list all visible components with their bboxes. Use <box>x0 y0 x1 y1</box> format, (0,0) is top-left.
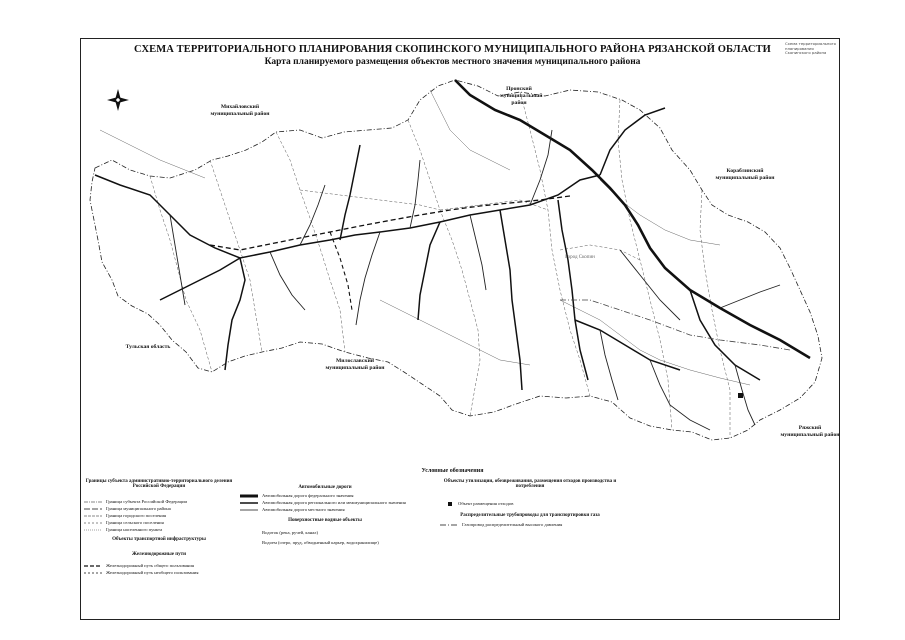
label-pronsk: Пронский муниципальный район <box>500 86 543 106</box>
legend-item: Железнодорожный путь общего пользования <box>106 563 194 568</box>
label-ryazhsk: Ряжский муниципальный район <box>780 425 840 438</box>
legend-item: Граница субъекта Российской Федерации <box>106 499 188 504</box>
waste-site-marker <box>738 393 743 398</box>
legend-util-heading: Объекты утилизации, обезвреживания, размещения отходов производства и потребления <box>443 479 617 490</box>
federal-highway <box>455 80 810 358</box>
settlement-boundaries <box>150 92 730 438</box>
legend-item: Автомобильная дорога федерального значения <box>262 493 354 498</box>
map-subtitle: Карта планируемого размещения объектов местного значения муниципального района <box>264 57 641 67</box>
legend-roads-heading: Автомобильные дороги <box>298 485 352 490</box>
rivers <box>100 90 750 385</box>
label-skopin: Город Скопин <box>565 255 595 260</box>
label-korablino: Кораблинский муниципальный район <box>715 168 775 181</box>
map-title: СХЕМА ТЕРРИТОРИАЛЬНОГО ПЛАНИРОВАНИЯ СКОПИНСКОГО МУНИЦИПАЛЬНОГО РАЙОНА РЯЗАНСКОЙ ОБЛАСТИ <box>134 44 771 55</box>
district-boundary <box>90 80 822 440</box>
legend-item: Граница населенного пункта <box>106 527 163 532</box>
stamp-line: планирования <box>785 45 814 51</box>
legend-title: Условные обозначения <box>421 468 484 474</box>
legend-item: Граница сельского поселения <box>106 520 164 525</box>
label-tula: Тульская область <box>125 344 171 350</box>
legend-pipe-heading: Распределительные трубопроводы для транспортировки газа <box>460 513 600 518</box>
stamp-line: Скопинского района <box>785 50 827 56</box>
local-roads <box>170 130 780 430</box>
legend-item: Водоток (река, ручей, канал) <box>262 530 318 535</box>
stamp-line: Схема территориального <box>785 41 836 46</box>
legend-water-heading: Поверхностные водные объекты <box>288 518 362 523</box>
legend-item: Водоем (озеро, пруд, обводненный карьер, водохранилище) <box>262 540 379 545</box>
regional-roads <box>95 108 760 390</box>
legend-item: Автомобильная дорога местного значения <box>262 507 345 512</box>
legend-item: Граница муниципального района <box>106 506 171 511</box>
legend-transport-heading: Объекты транспортной инфраструктуры <box>112 537 206 542</box>
legend-item: Объект размещения отходов <box>458 501 514 506</box>
gas-pipeline <box>560 300 790 350</box>
railway <box>210 196 570 250</box>
label-miloslavskoe: Милославский муниципальный район <box>325 358 385 371</box>
legend-boundaries-heading: Границы субъекта административно-территориального деления Российской Федерации <box>85 479 233 490</box>
legend-item: Железнодорожный путь необщего пользования <box>106 570 199 575</box>
railway-branch <box>330 232 352 310</box>
label-mikhailov: Михайловский муниципальный район <box>210 104 270 117</box>
legend-item: Автомобильная дорога регионального или межмуниципального значения <box>262 500 406 505</box>
legend-item: Граница городского поселения <box>106 513 167 518</box>
north-arrow-icon <box>107 89 129 111</box>
legend-item: Газопровод распределительный высокого давления <box>462 522 563 527</box>
legend-rail-heading: Железнодорожные пути <box>132 552 186 557</box>
legend-waste-icon <box>448 502 452 506</box>
